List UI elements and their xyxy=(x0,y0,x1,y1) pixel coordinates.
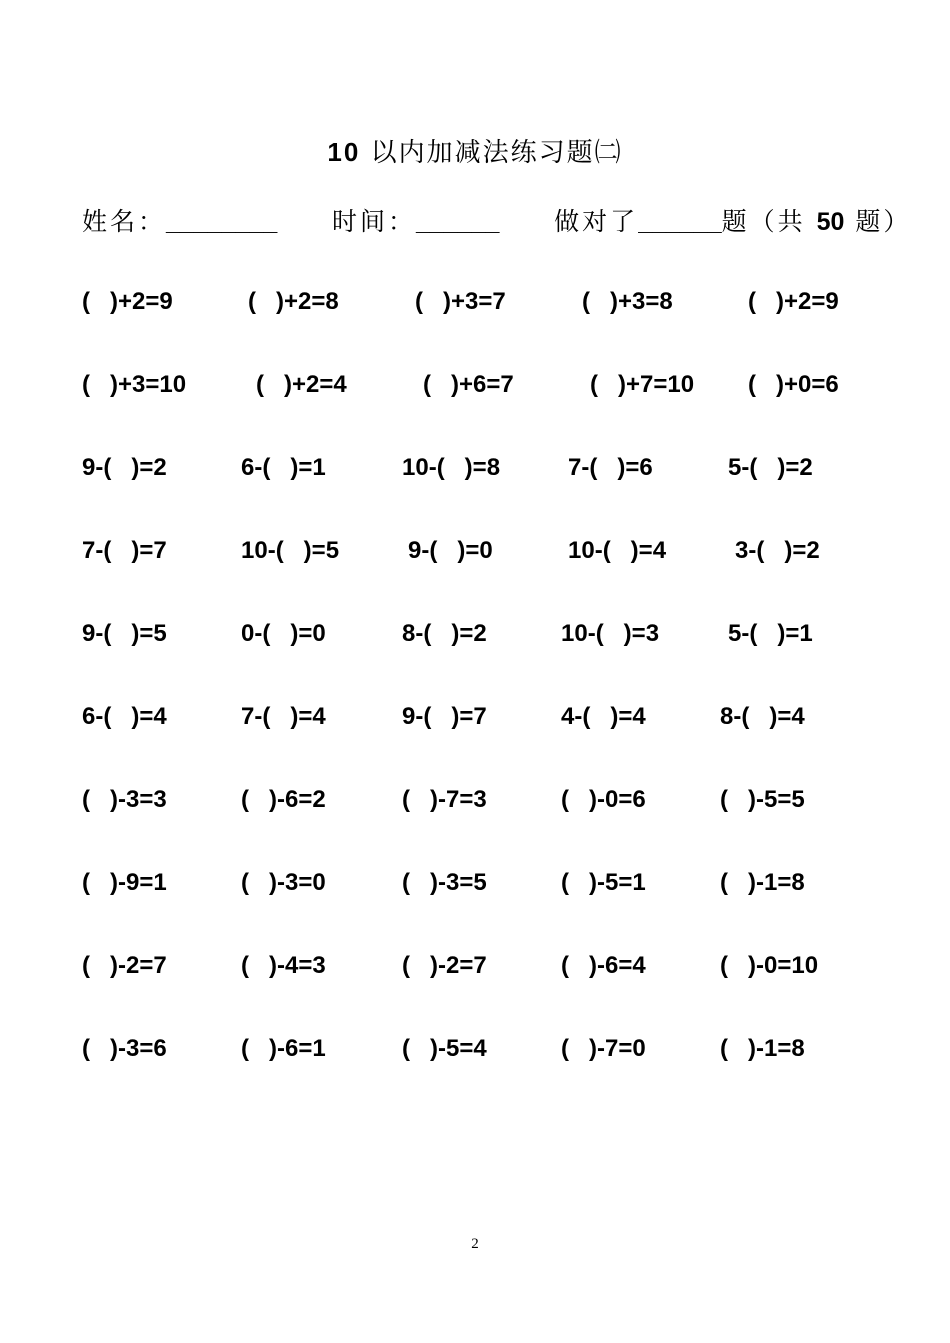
math-problem: 9-( )=0 xyxy=(408,537,493,564)
math-problem: 5-( )=2 xyxy=(728,454,813,481)
math-problem: ( )-5=5 xyxy=(720,786,805,813)
math-problem: 8-( )=4 xyxy=(720,703,805,730)
math-problem: ( )-3=5 xyxy=(402,869,487,896)
math-problem: ( )-6=2 xyxy=(241,786,326,813)
math-problem: ( )-7=3 xyxy=(402,786,487,813)
problem-row xyxy=(0,537,950,573)
problem-row xyxy=(0,952,950,988)
problem-row xyxy=(0,1035,950,1071)
math-problem: ( )+6=7 xyxy=(423,371,514,398)
math-problem: ( )+3=7 xyxy=(415,288,506,315)
math-problem: ( )-2=7 xyxy=(402,952,487,979)
math-problem: 7-( )=4 xyxy=(241,703,326,730)
math-problem: ( )+2=9 xyxy=(748,288,839,315)
math-problem: ( )+0=6 xyxy=(748,371,839,398)
math-problem: 6-( )=4 xyxy=(82,703,167,730)
math-problem: 10-( )=5 xyxy=(241,537,340,564)
problem-row xyxy=(0,288,950,324)
title-number: 10 xyxy=(327,137,361,167)
math-problem: ( )-5=1 xyxy=(561,869,646,896)
title-text: 以内加减法练习题㈡ xyxy=(370,138,623,168)
math-problem: 9-( )=5 xyxy=(82,620,167,647)
problem-row xyxy=(0,869,950,905)
math-problem: ( )+2=4 xyxy=(256,371,347,398)
math-problem: ( )-9=1 xyxy=(82,869,167,896)
math-problem: 10-( )=3 xyxy=(561,620,660,647)
math-problem: 9-( )=2 xyxy=(82,454,167,481)
name-label: 姓名： xyxy=(82,207,167,236)
math-problem: ( )+3=10 xyxy=(82,371,187,398)
math-problem: ( )+7=10 xyxy=(590,371,695,398)
time-label: 时间： xyxy=(331,207,416,236)
math-problem: ( )-6=4 xyxy=(561,952,646,979)
math-problem: ( )-3=3 xyxy=(82,786,167,813)
math-problem: ( )+3=8 xyxy=(582,288,673,315)
math-problem: 8-( )=2 xyxy=(402,620,487,647)
math-problem: ( )-1=8 xyxy=(720,869,805,896)
correct-label: 做对了 xyxy=(554,207,639,236)
total-suffix: 题） xyxy=(844,207,912,236)
worksheet-title xyxy=(0,132,950,169)
math-problem: ( )-3=6 xyxy=(82,1035,167,1062)
math-problem: 9-( )=7 xyxy=(402,703,487,730)
math-problem: ( )+2=9 xyxy=(82,288,173,315)
student-info-line xyxy=(82,202,912,238)
math-problem: ( )-3=0 xyxy=(241,869,326,896)
problem-row xyxy=(0,454,950,490)
math-problem: ( )-2=7 xyxy=(82,952,167,979)
problem-row xyxy=(0,786,950,822)
math-problem: ( )-6=1 xyxy=(241,1035,326,1062)
correct-blank: ______ xyxy=(638,208,722,236)
problem-row xyxy=(0,620,950,656)
math-problem: 7-( )=7 xyxy=(82,537,167,564)
math-problem: ( )-0=10 xyxy=(720,952,819,979)
math-problem: ( )+2=8 xyxy=(248,288,339,315)
math-problem: 7-( )=6 xyxy=(568,454,653,481)
math-problem: ( )-5=4 xyxy=(402,1035,487,1062)
math-problem: ( )-4=3 xyxy=(241,952,326,979)
math-problem: ( )-7=0 xyxy=(561,1035,646,1062)
math-problem: ( )-0=6 xyxy=(561,786,646,813)
math-problem: 4-( )=4 xyxy=(561,703,646,730)
page-number: 2 xyxy=(471,1236,479,1252)
total-number: 50 xyxy=(816,208,845,236)
math-problem: 5-( )=1 xyxy=(728,620,813,647)
math-problem: 0-( )=0 xyxy=(241,620,326,647)
total-prefix: 题（共 xyxy=(721,207,817,236)
math-problem: 6-( )=1 xyxy=(241,454,326,481)
problem-row xyxy=(0,703,950,739)
math-problem: 10-( )=8 xyxy=(402,454,501,481)
math-problem: 3-( )=2 xyxy=(735,537,820,564)
problem-row xyxy=(0,371,950,407)
math-problem: ( )-1=8 xyxy=(720,1035,805,1062)
time-blank: ______ xyxy=(416,208,500,236)
name-blank: ________ xyxy=(166,208,278,236)
math-problem: 10-( )=4 xyxy=(568,537,667,564)
